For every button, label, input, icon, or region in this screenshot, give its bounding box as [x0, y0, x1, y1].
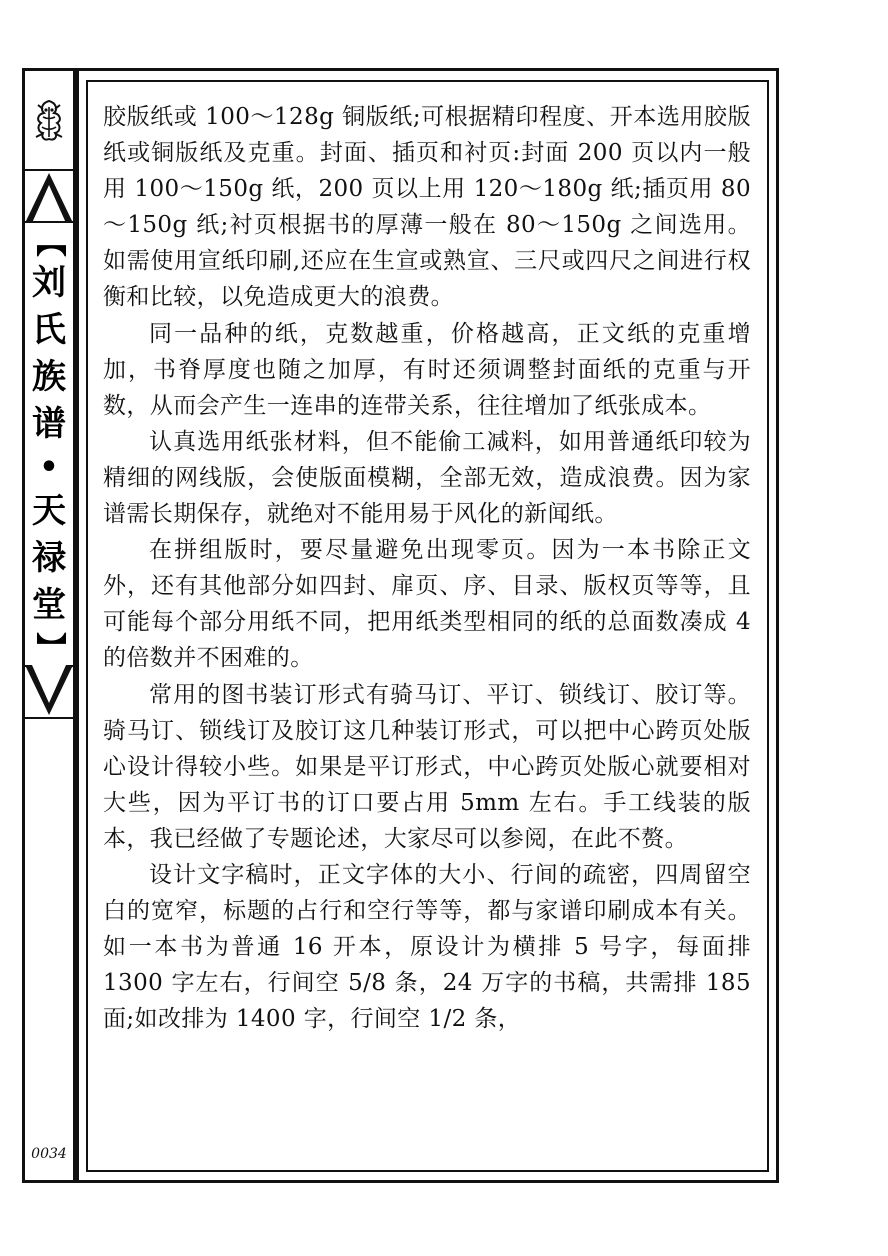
- dragon-emblem-icon: [32, 97, 66, 143]
- emblem-box: [25, 71, 73, 171]
- side-title-band: [25, 221, 73, 667]
- side-title-char: •: [39, 449, 59, 485]
- paragraph: 在拼组版时，要尽量避免出现零页。因为一本书除正文外，还有其他部分如四封、扉页、序、目录、版权页等等，且可能每个部分用纸不同，把用纸类型相同的纸的总面数凑成 4 的倍数并不困难的。: [103, 537, 751, 672]
- body-text: [103, 99, 751, 1169]
- side-title-char: 天: [32, 490, 66, 531]
- paragraph: 常用的图书装订形式有骑马订、平订、锁线订、胶订等。骑马订、锁线订及胶订这几种装订形式，可以把中心跨页处版心设计得较小些。如果是平订形式，中心跨页处版心就要相对大些，因为平订书的订口要占用 5mm 左右。手工线装的版本，我已经做了专题论述，大家尽可以参阅，在此不赘。: [103, 681, 751, 852]
- side-title-char: 族: [32, 356, 66, 397]
- paragraph: 胶版纸或 100～128g 铜版纸;可根据精印程度、开本选用胶版纸或铜版纸及克重。封面、插页和衬页:封面 200 页以内一般用 100～150g 纸，200 页以上用 120～180g 纸;插页用 80～150g 纸;衬页根据书的厚薄一般在 80～150g 之间选用。如需使用宣纸印刷,还应在生宣或熟宣、三尺或四尺之间进行权衡和比较，以免造成更大的浪费。: [103, 104, 751, 311]
- side-title-char: 刘: [32, 262, 66, 303]
- side-title-char: 【: [32, 226, 67, 257]
- side-title: [25, 223, 73, 665]
- side-title-char: 禄: [32, 537, 66, 578]
- side-title-char: 氏: [32, 309, 66, 350]
- side-title-char: 堂: [32, 584, 66, 625]
- chevron-up-ornament: [25, 169, 73, 223]
- chevron-down-ornament: [25, 665, 73, 719]
- paragraph: 设计文字稿时，正文字体的大小、行间的疏密，四周留空白的宽窄，标题的占行和空行等等，都与家谱印刷成本有关。如一本书为普通 16 开本，原设计为横排 5 号字，每面排 1300 字左右，行间空 5/8 条，24 万字的书稿，共需排 185 面;如改排为 1400 字，行间空 1/2 条，: [103, 861, 751, 1033]
- side-divider: [25, 717, 73, 719]
- page-number: 0034: [31, 1146, 67, 1162]
- side-title-char: 】: [32, 631, 67, 662]
- side-title-char: 谱: [32, 403, 66, 444]
- paragraph: 认真选用纸张材料，但不能偷工减料，如用普通纸印较为精细的网线版，会使版面模糊，全部无效，造成浪费。因为家谱需长期保存，就绝对不能用易于风化的新闻纸。: [103, 428, 751, 528]
- paragraph: 同一品种的纸，克数越重，价格越高，正文纸的克重增加，书脊厚度也随之加厚，有时还须调整封面纸的克重与开数，从而会产生一连串的连带关系，往往增加了纸张成本。: [103, 320, 751, 419]
- side-strip: [22, 68, 76, 1183]
